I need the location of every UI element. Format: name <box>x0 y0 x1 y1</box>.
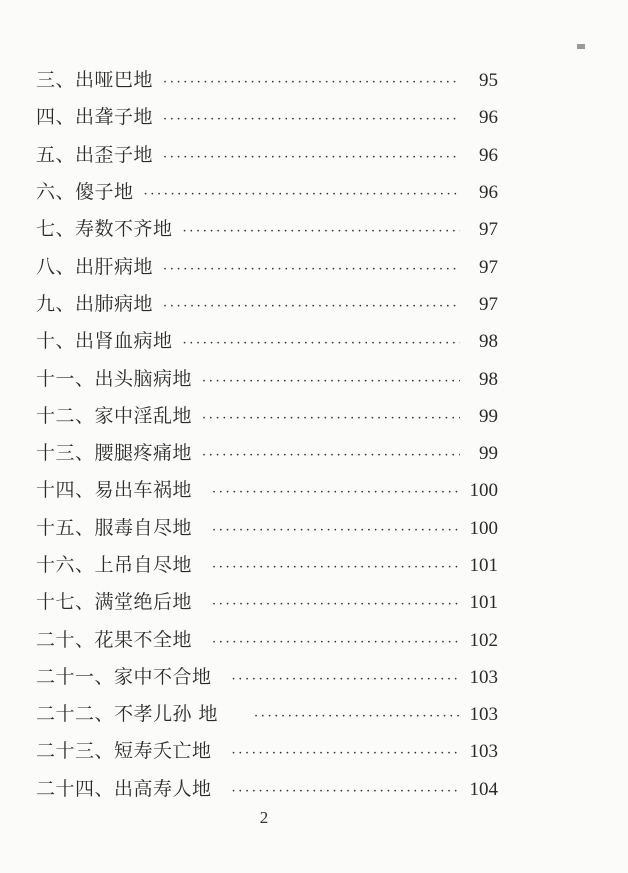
toc-entry-title: 八、出肝病地 <box>36 255 154 278</box>
toc-entry[interactable] <box>36 510 498 547</box>
toc-entry-page: 100 <box>469 517 498 539</box>
toc-entry[interactable] <box>36 472 498 509</box>
toc-entry-title: 十五、服毒自尽地 <box>36 516 193 539</box>
toc-entry-title: 十六、上吊自尽地 <box>36 554 193 576</box>
toc-entry-page: 104 <box>469 778 498 800</box>
toc-entry-page: 103 <box>469 704 498 726</box>
toc-entry-page: 103 <box>469 741 498 763</box>
toc-entry-title: 二十一、家中不合地 <box>36 665 212 688</box>
toc-entry[interactable] <box>36 323 498 360</box>
toc-dot-leader <box>232 747 460 760</box>
toc-entry-title: 二十、花果不全地 <box>36 628 193 651</box>
toc-dot-leader <box>212 561 460 574</box>
toc-dot-leader <box>212 598 460 611</box>
toc-dot-leader <box>232 673 460 686</box>
toc-entry-title: 五、出歪子地 <box>36 143 154 166</box>
toc-dot-leader <box>232 785 460 798</box>
toc-entry[interactable] <box>36 733 498 770</box>
toc-entry[interactable] <box>36 584 498 621</box>
toc-entry-title: 九、出肺病地 <box>36 292 154 315</box>
toc-entry-title: 二十二、不孝儿孙 地 <box>36 703 219 726</box>
toc-entry-title: 十四、易出车祸地 <box>36 479 193 502</box>
toc-entry[interactable] <box>36 174 498 211</box>
toc-entry-page: 102 <box>469 629 498 651</box>
toc-entry-title: 十、出肾血病地 <box>36 330 173 353</box>
toc-entry-page: 98 <box>479 368 498 390</box>
page-number-text: 2 <box>259 808 269 827</box>
toc-dot-leader <box>202 375 460 388</box>
table-of-contents <box>36 62 498 808</box>
toc-entry-page: 96 <box>479 107 498 129</box>
toc-entry[interactable] <box>36 360 498 397</box>
toc-entry-title: 十二、家中淫乱地 <box>36 404 193 427</box>
toc-entry[interactable] <box>36 771 498 808</box>
toc-entry-page: 103 <box>469 666 498 688</box>
toc-entry-title: 二十四、出高寿人地 <box>36 777 212 800</box>
toc-entry-title: 七、寿数不齐地 <box>36 218 173 241</box>
toc-dot-leader <box>212 524 460 537</box>
toc-dot-leader <box>163 76 460 89</box>
toc-entry[interactable] <box>36 99 498 136</box>
toc-entry[interactable] <box>36 286 498 323</box>
toc-entry-page: 97 <box>479 219 498 241</box>
toc-entry[interactable] <box>36 248 498 285</box>
toc-entry[interactable] <box>36 659 498 696</box>
toc-dot-leader <box>202 449 460 462</box>
toc-entry-page: 99 <box>479 405 498 427</box>
toc-entry[interactable] <box>36 435 498 472</box>
toc-entry-title: 十一、出头脑病地 <box>36 367 193 390</box>
toc-dot-leader <box>183 225 460 238</box>
scan-mark <box>577 44 585 49</box>
toc-entry-page: 96 <box>479 182 498 204</box>
toc-dot-leader <box>163 263 460 276</box>
toc-dot-leader <box>144 188 460 201</box>
toc-entry-page: 100 <box>469 480 498 502</box>
toc-dot-leader <box>202 412 460 425</box>
toc-entry-page: 96 <box>479 144 498 166</box>
toc-entry-page: 101 <box>469 592 498 614</box>
toc-entry-page: 95 <box>479 70 498 92</box>
toc-dot-leader <box>163 151 460 164</box>
toc-entry-page: 97 <box>479 293 498 315</box>
toc-entry-title: 六、傻子地 <box>36 181 134 204</box>
toc-entry-page: 98 <box>479 331 498 353</box>
toc-entry-title: 三、出哑巴地 <box>36 69 154 92</box>
toc-entry-title: 十七、满堂绝后地 <box>36 591 193 614</box>
toc-dot-leader <box>163 300 460 313</box>
toc-entry[interactable] <box>36 62 498 99</box>
toc-entry-title: 二十三、短寿夭亡地 <box>36 740 212 763</box>
toc-entry[interactable] <box>36 398 498 435</box>
toc-dot-leader <box>254 710 460 723</box>
toc-entry[interactable] <box>36 211 498 248</box>
toc-entry[interactable] <box>36 696 498 733</box>
toc-dot-leader <box>183 337 460 350</box>
toc-dot-leader <box>163 113 460 126</box>
toc-dot-leader <box>212 636 460 649</box>
toc-entry-title: 四、出聋子地 <box>36 106 154 129</box>
toc-entry-page: 97 <box>479 256 498 278</box>
page-number <box>0 808 628 828</box>
toc-dot-leader <box>212 486 460 499</box>
toc-entry[interactable] <box>36 547 498 584</box>
toc-entry-title: 十三、腰腿疼痛地 <box>36 442 193 465</box>
toc-entry-page: 101 <box>469 555 498 576</box>
toc-entry-page: 99 <box>479 443 498 465</box>
toc-entry[interactable] <box>36 621 498 658</box>
toc-entry[interactable] <box>36 137 498 174</box>
